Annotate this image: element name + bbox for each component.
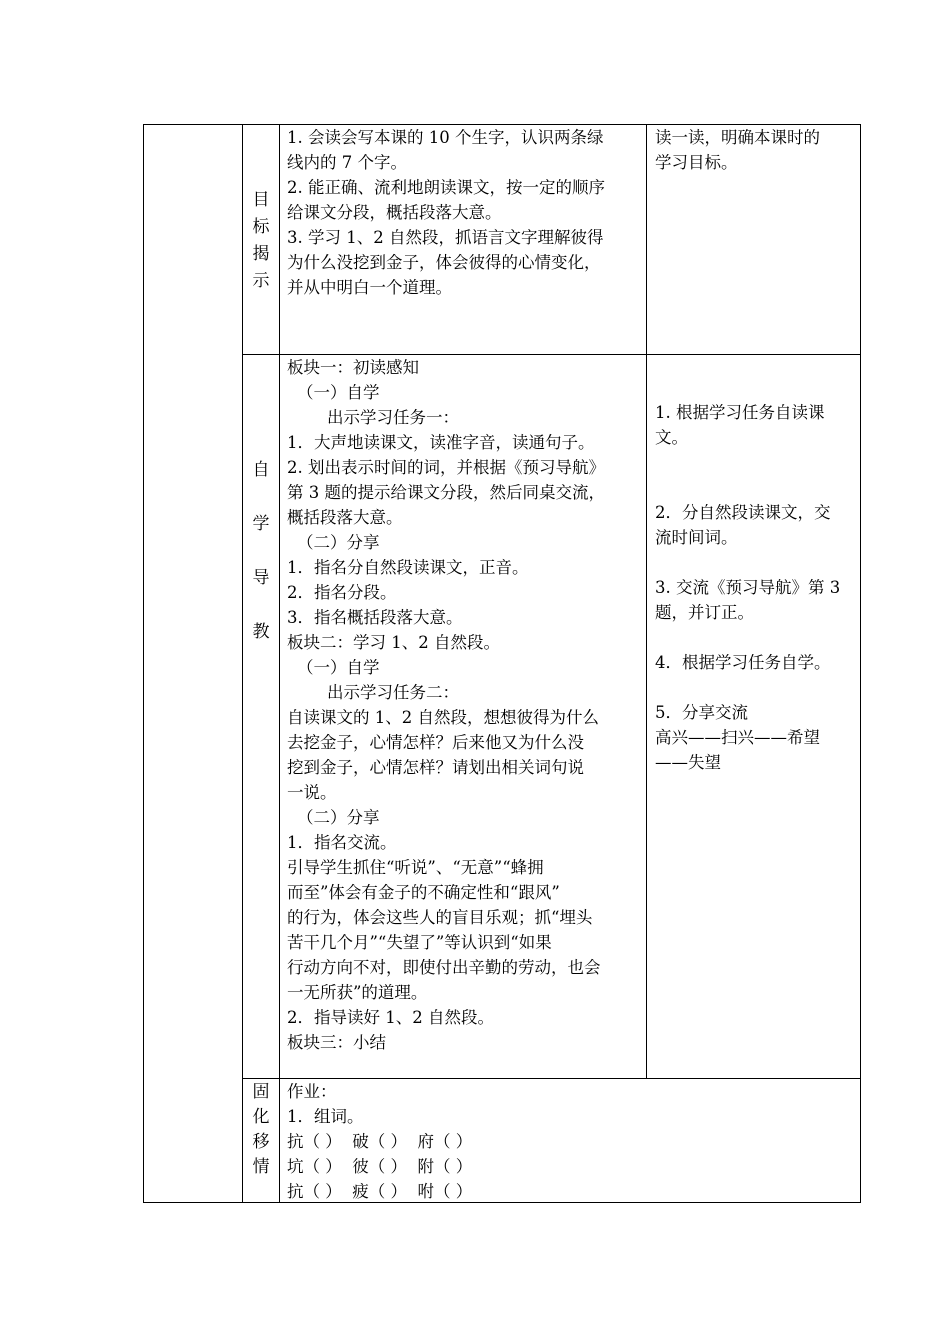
text-line: 板块一：初读感知	[287, 358, 419, 377]
column-divider-3	[646, 124, 647, 1078]
text-line: 2. 划出表示时间的词，并根据《预习导航》	[287, 458, 605, 477]
text-line: （一）自学	[297, 383, 380, 402]
self-study-activity	[655, 575, 840, 625]
text-line: 读一读，明确本课时的	[655, 128, 820, 147]
text-line: 坑（ ） 彼（ ） 附（ ）	[287, 1157, 473, 1176]
text-line: 1．大声地读课文，读准字音，读通句子。	[287, 433, 595, 452]
text-line: （一）自学	[297, 658, 380, 677]
text-line: 一说。	[287, 783, 337, 802]
text-line: 抗（ ） 疲（ ） 咐（ ）	[287, 1182, 473, 1201]
text-line: 线内的 7 个字。	[287, 153, 407, 172]
text-line: 苦干几个月”“失望了”等认识到“如果	[287, 933, 552, 952]
text-line: 3. 交流《预习导航》第 3	[655, 578, 841, 597]
text-line: 1．指名分自然段读课文，正音。	[287, 558, 529, 577]
text-line: 引导学生抓住“听说”、“无意”“蜂拥	[287, 858, 544, 877]
text-line: 挖到金子，心情怎样？请划出相关词句说	[287, 758, 584, 777]
text-line: 1. 会读会写本课的 10 个生字，认识两条绿	[287, 128, 604, 147]
text-line: 出示学习任务一：	[327, 408, 459, 427]
goals-content	[287, 125, 605, 300]
homework-content	[287, 1079, 472, 1204]
text-line: 第 3 题的提示给课文分段，然后同桌交流，	[287, 483, 605, 502]
text-line: 板块二：学习 1、2 自然段。	[287, 633, 500, 652]
text-line: 去挖金子，心情怎样？后来他又为什么没	[287, 733, 584, 752]
text-line: 1．指名交流。	[287, 833, 397, 852]
text-line: 4．根据学习任务自学。	[655, 653, 831, 672]
text-line: 一无所获”的道理。	[287, 983, 428, 1002]
text-line: 而至”体会有金子的不确定性和“跟风”	[287, 883, 560, 902]
text-line: 作业：	[287, 1082, 337, 1101]
text-line: 给课文分段，概括段落大意。	[287, 203, 502, 222]
text-line: 板块三：小结	[287, 1033, 386, 1052]
text-line: 的行为，体会这些人的盲目乐观；抓“埋头	[287, 908, 593, 927]
text-line: 文。	[655, 428, 688, 447]
text-line: 题，并订正。	[655, 603, 754, 622]
text-line: 3．指名概括段落大意。	[287, 608, 463, 627]
text-line: ——失望	[655, 753, 721, 772]
text-line: （二）分享	[297, 533, 380, 552]
text-line: （二）分享	[297, 808, 380, 827]
text-line: 出示学习任务二：	[327, 683, 459, 702]
text-line: 高兴——扫兴——希望	[655, 728, 820, 747]
self-study-content	[287, 355, 605, 1055]
text-line: 流时间词。	[655, 528, 738, 547]
text-line: 学习目标。	[655, 153, 738, 172]
text-line: 行动方向不对，即使付出辛勤的劳动，也会	[287, 958, 601, 977]
self-study-activity	[655, 650, 831, 675]
text-line: 2．指名分段。	[287, 583, 397, 602]
text-line: 抗（ ） 破（ ） 府（ ）	[287, 1132, 473, 1151]
text-line: 概括段落大意。	[287, 508, 403, 527]
goals-activity	[655, 125, 820, 175]
column-divider-2	[279, 124, 280, 1203]
row-label-goals: 目 标 揭 示	[252, 190, 270, 291]
self-study-activity	[655, 400, 825, 450]
text-line: 5．分享交流	[655, 703, 748, 722]
text-line: 为什么没挖到金子，体会彼得的心情变化，	[287, 253, 601, 272]
text-line: 并从中明白一个道理。	[287, 278, 452, 297]
text-line: 2. 能正确、流利地朗读课文，按一定的顺序	[287, 178, 605, 197]
text-line: 2．分自然段读课文，交	[655, 503, 831, 522]
row-label-self-study: 自 学 导 教	[252, 460, 270, 642]
column-divider-1	[242, 124, 243, 1203]
self-study-activity	[655, 700, 820, 775]
row-label-consolidation: 固 化 移 情	[252, 1082, 270, 1177]
text-line: 自读课文的 1、2 自然段，想想彼得为什么	[287, 708, 599, 727]
text-line: 2．指导读好 1、2 自然段。	[287, 1008, 494, 1027]
self-study-activity	[655, 500, 831, 550]
text-line: 1. 根据学习任务自读课	[655, 403, 825, 422]
text-line: 1．组词。	[287, 1107, 364, 1126]
text-line: 3. 学习 1、2 自然段，抓语言文字理解彼得	[287, 228, 604, 247]
